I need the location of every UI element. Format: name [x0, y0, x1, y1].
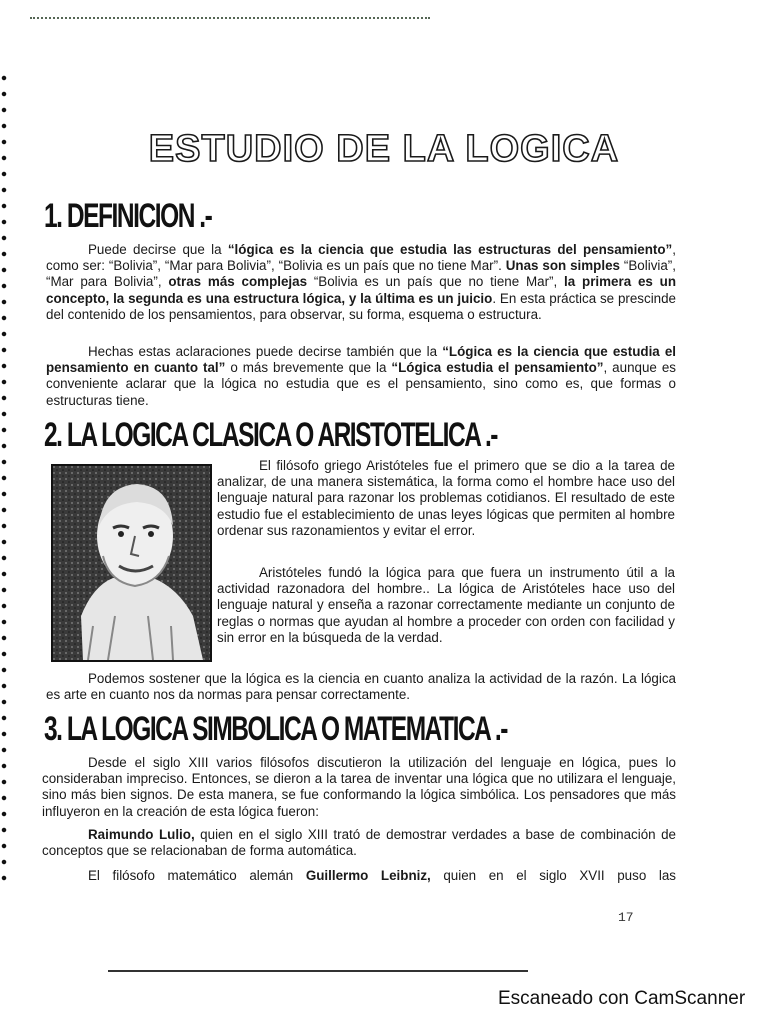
scan-artifact-line	[30, 17, 430, 19]
paragraph: El filósofo matemático alemán Guillermo Leibniz, quien en el siglo XVII puso las	[88, 868, 676, 883]
paragraph: Hechas estas aclaraciones puede decirse también que la “Lógica es la ciencia que estudia el pensamiento en cuanto tal” o más brevemente que la “Lógica estudia el pensamiento”, aunque es conveniente aclarar que la lógica no estudia que es el pensamiento, sino como es, que formas o estructuras tiene.	[46, 344, 677, 408]
page-number: 17	[618, 910, 634, 925]
paragraph: Podemos sostener que la lógica es la ciencia en cuanto analiza la actividad de la razón. La lógica es arte en cuanto nos da normas para pensar correctamente.	[46, 671, 676, 703]
camscanner-watermark: Escaneado con CamScanner	[498, 988, 746, 1009]
section-heading-logica-clasica: 2. LA LOGICA CLASICA O ARISTOTELICA .-	[44, 416, 498, 454]
paragraph: El filósofo griego Aristóteles fue el primero que se dio a la tarea de analizar, de una manera sistemática, la forma como el hombre hace uso del lenguaje natural para razonar los problemas cotidianos. El resultado de este estudio fue el establecimiento de unas leyes lógicas que permiten al hombre ordenar sus razonamientos y evitar el error.	[217, 458, 675, 538]
aristotle-portrait-image	[51, 464, 212, 662]
paragraph: Puede decirse que la “lógica es la ciencia que estudia las estructuras del pensamiento”, como ser: “Bolivia”, “Mar para Bolivia”, “Bolivia es un país que no tiene Mar”. Unas son simples “Bolivia”, “Mar para Bolivia”, otras más complejas “Bolivia es un país que no tiene Mar”, la primera es un concepto, la segunda es una estructura lógica, y la última es un juicio. En esta práctica se prescinde del contenido de los pensamientos, para observar, su forma, esquema o estructura.	[46, 242, 677, 322]
scan-artifact-bottom-line	[108, 970, 528, 972]
page-title: ESTUDIO DE LA LOGICA	[148, 128, 620, 170]
paragraph: Aristóteles fundó la lógica para que fuera un instrumento útil a la actividad razonadora del hombre.. La lógica de Aristóteles hace uso del lenguaje natural y enseña a razonar correctamente mediante un conjunto de reglas o normas que ayudan al hombre a proceder con orden con facilidad y sin error en la búsqueda de la verdad.	[217, 565, 675, 645]
paragraph: Raimundo Lulio, quien en el siglo XIII trató de demostrar verdades a base de combinación de conceptos que se relacionaban de forma automática.	[42, 827, 676, 859]
section-heading-logica-simbolica: 3. LA LOGICA SIMBOLICA O MATEMATICA .-	[44, 710, 507, 748]
paragraph: Desde el siglo XIII varios filósofos discutieron la utilización del lenguaje en lógica, pues lo consideraban impreciso. Entonces, se dieron a la tarea de inventar una lógica que no utilizara el lenguaje, sino más bien signos. De esta manera, se fue conformando la lógica simbólica. Los pensadores que más influyeron en la creación de esta lógica fueron:	[42, 755, 676, 819]
section-heading-definicion: 1. DEFINICION .-	[44, 197, 212, 235]
spiral-binding-holes	[0, 70, 8, 890]
